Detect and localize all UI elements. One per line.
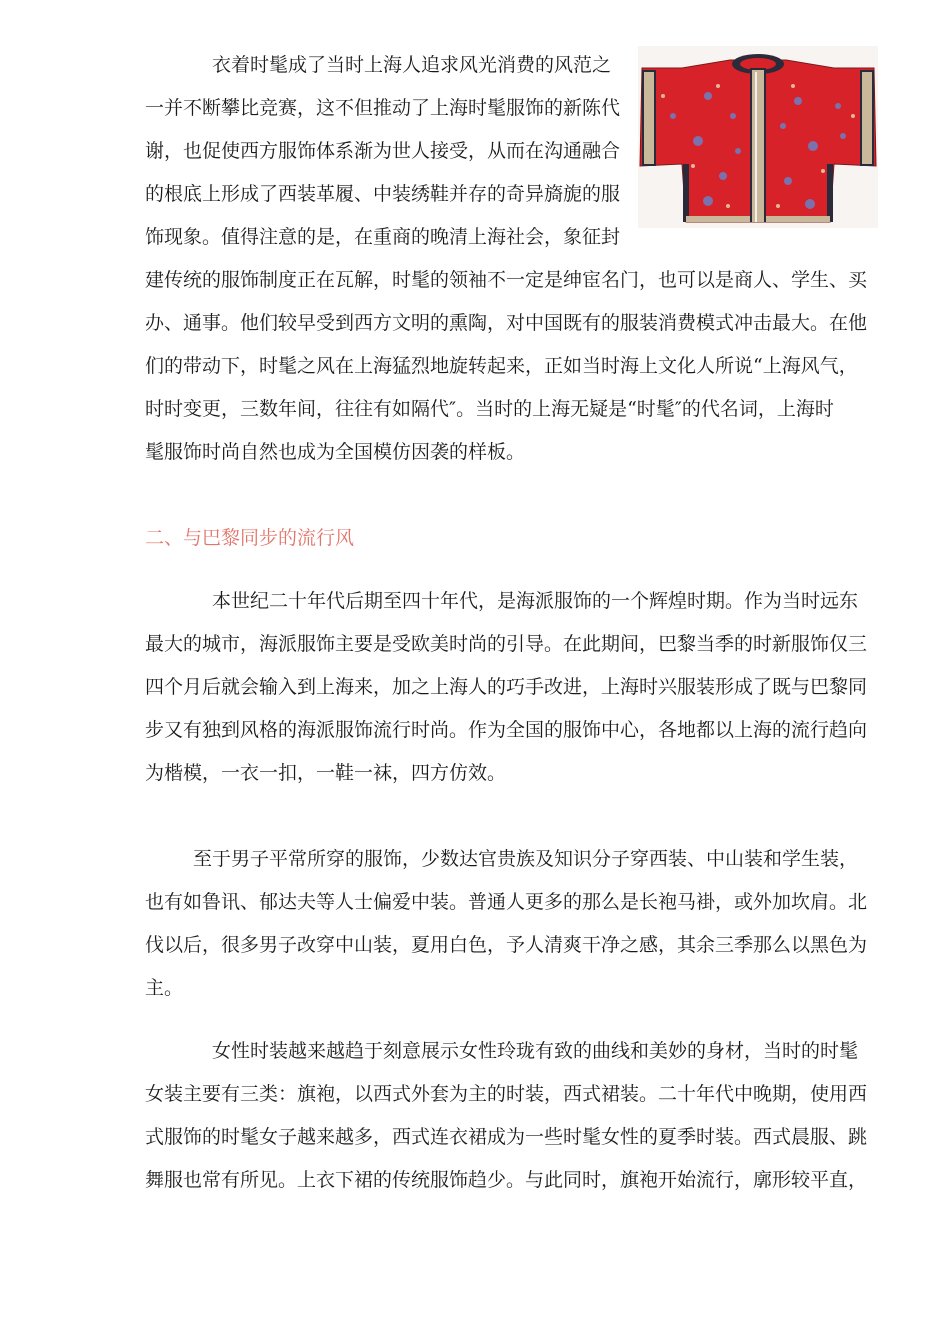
p2-line-3: 伐以后，很多男子改穿中山装，夏用白色，予人清爽干净之感，其余三季那么以黑色为 [145, 934, 868, 956]
p2-line-4: 主。 [145, 977, 184, 999]
intro-line-5: 饰现象。值得注意的是，在重商的晚清上海社会，象征封 [145, 226, 621, 248]
section-heading: 二、与巴黎同步的流行风 [145, 527, 355, 549]
intro-line-6: 建传统的服饰制度正在瓦解，时髦的领袖不一定是绅宦名门，也可以是商人、学生、买 [145, 269, 868, 291]
p2-line-2: 也有如鲁讯、郁达夫等人士偏爱中装。普通人更多的那么是长袍马褂，或外加坎肩。北 [145, 891, 868, 913]
p1-line-5: 为楷模，一衣一扣，一鞋一袜，四方仿效。 [145, 762, 507, 784]
intro-line-3: 谢，也促使西方服饰体系渐为世人接受，从而在沟通融合 [145, 140, 621, 162]
p3-line-2: 女装主要有三类：旗袍，以西式外套为主的时装，西式裙装。二十年代中晚期，使用西 [145, 1083, 868, 1105]
p1-line-1: 本世纪二十年代后期至四十年代，是海派服饰的一个辉煌时期。作为当时远东 [212, 590, 859, 612]
intro-line-1: 衣着时髦成了当时上海人追求风光消费的风范之 [212, 54, 612, 76]
p3-line-1: 女性时装越来越趋于刻意展示女性玲珑有致的曲线和美妙的身材，当时的时髦 [212, 1040, 859, 1062]
p1-line-2: 最大的城市，海派服饰主要是受欧美时尚的引导。在此期间，巴黎当季的时新服饰仅三 [145, 633, 868, 655]
p1-line-4: 步又有独到风格的海派服饰流行时尚。作为全国的服饰中心，各地都以上海的流行趋向 [145, 719, 868, 741]
intro-line-8: 们的带动下，时髦之风在上海猛烈地旋转起来，正如当时海上文化人所说“上海风气， [145, 355, 858, 377]
red-embroidered-robe-image [638, 46, 878, 228]
intro-line-7: 办、通事。他们较早受到西方文明的熏陶，对中国既有的服装消费模式冲击最大。在他 [145, 312, 868, 334]
p1-line-3: 四个月后就会输入到上海来，加之上海人的巧手改进，上海时兴服装形成了既与巴黎同 [145, 676, 868, 698]
p3-line-3: 式服饰的时髦女子越来越多，西式连衣裙成为一些时髦女性的夏季时装。西式晨服、跳 [145, 1126, 868, 1148]
p3-line-4: 舞服也常有所见。上衣下裙的传统服饰趋少。与此同时，旗袍开始流行，廓形较平直， [145, 1169, 868, 1191]
intro-line-4: 的根底上形成了西装革履、中装绣鞋并存的奇异旖旎的服 [145, 183, 621, 205]
intro-line-2: 一并不断攀比竞赛，这不但推动了上海时髦服饰的新陈代 [145, 97, 621, 119]
p2-line-1: 至于男子平常所穿的服饰，少数达官贵族及知识分子穿西装、中山装和学生装， [193, 848, 859, 870]
robe-illustration [638, 46, 878, 228]
intro-line-9: 时时变更，三数年间，往往有如隔代″。当时的上海无疑是“时髦″的代名词，上海时 [145, 398, 834, 420]
intro-line-10: 髦服饰时尚自然也成为全国模仿因袭的样板。 [145, 441, 526, 463]
